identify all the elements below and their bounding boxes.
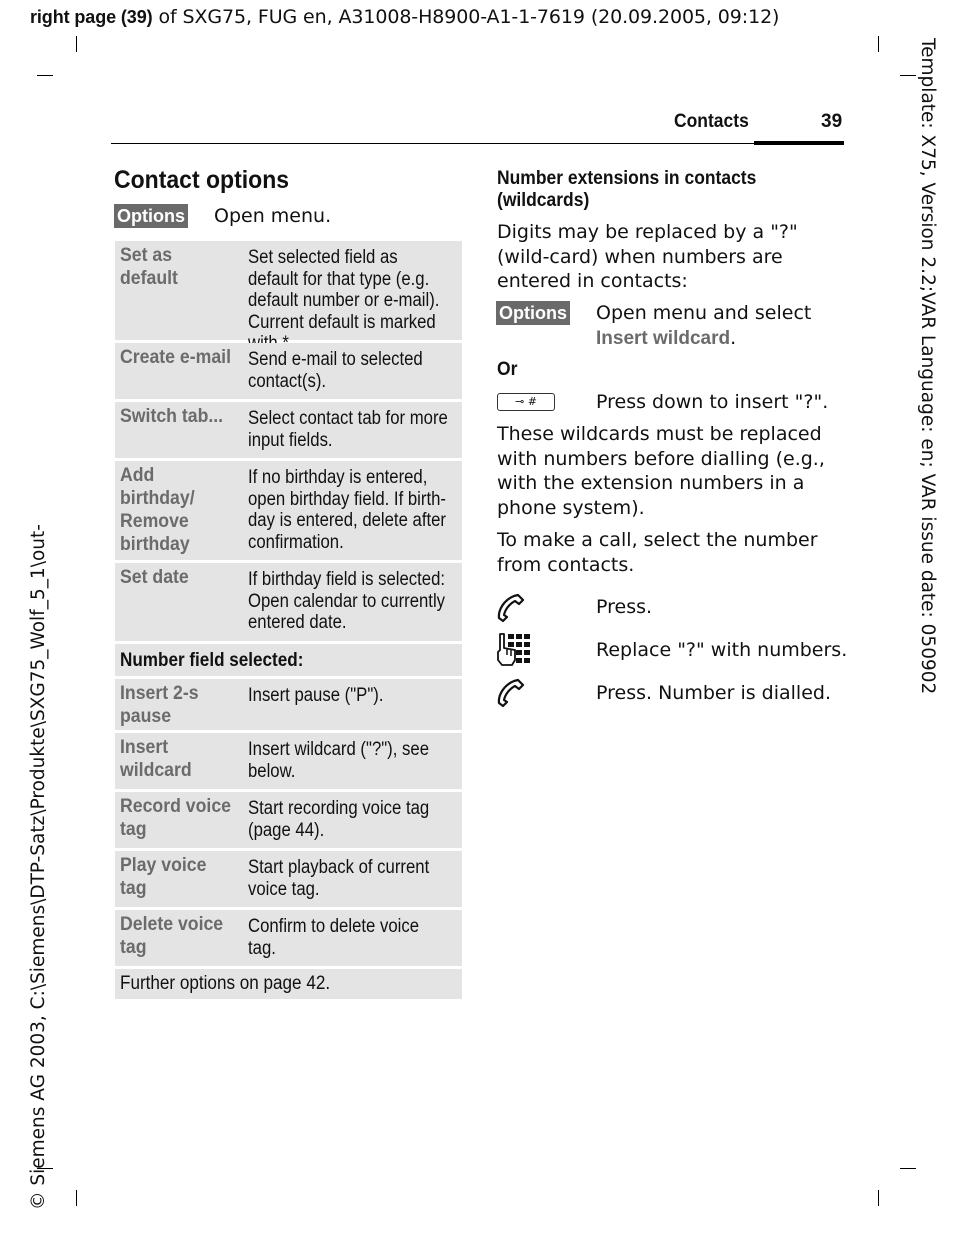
option-label: Set as default — [120, 245, 178, 289]
crop-mark — [878, 1190, 879, 1206]
phone-call-icon — [496, 592, 526, 626]
option-label: Switch tab... — [120, 406, 224, 427]
hash-key-icon: ⊸ # — [497, 393, 555, 411]
table-row — [115, 563, 462, 641]
table-subheading-row — [115, 644, 462, 676]
option-description: If birthday field is selected: Open calendar to currently entered date. — [248, 569, 446, 633]
step-text: Press. — [596, 596, 653, 618]
table-footer-row — [115, 969, 462, 999]
option-label: Set date — [120, 567, 189, 588]
table-row — [115, 679, 462, 730]
template-margin-note: Template: X75, Version 2.2;VAR Language: en; VAR issue date: 050902 — [917, 38, 938, 695]
option-label: Create e-mail — [120, 347, 231, 368]
option-description: Select contact tab for more input fields. — [248, 408, 448, 451]
hash-key-instruction: Press down to insert "?". — [596, 391, 829, 413]
table-row — [115, 910, 462, 966]
crop-mark — [900, 1168, 916, 1169]
option-description: Send e-mail to selected contact(s). — [248, 349, 423, 392]
option-description: If no birthday is entered, open birthday field. If birth-day is entered, delete after confirmation. — [248, 467, 446, 553]
step-text: Replace "?" with numbers. — [596, 639, 848, 661]
option-label: Insert 2-s pause — [120, 683, 199, 727]
options-instruction — [596, 301, 846, 351]
print-header-page: right page (39) — [30, 7, 153, 27]
option-description: Start playback of current voice tag. — [248, 857, 430, 900]
keypad-icon — [496, 632, 532, 670]
option-description: Insert wildcard ("?"), see below. — [248, 739, 429, 782]
table-row — [115, 733, 462, 789]
option-description: Insert pause ("P"). — [248, 685, 384, 706]
option-label: Play voice tag — [120, 855, 207, 899]
running-title: Contacts — [674, 111, 749, 132]
options-description: Open menu. — [214, 205, 332, 227]
header-rule-accent — [754, 141, 844, 145]
crop-mark — [37, 75, 53, 76]
print-header-info: of SXG75, FUG en, A31008-H8900-A1-1-7619 (20.09.2005, 09:12) — [152, 6, 780, 28]
phone-call-icon — [496, 677, 526, 711]
further-options-note: Further options on page 42. — [120, 973, 331, 994]
copyright-margin-note: © Siemens AG 2003, C:\Siemens\DTP-Satz\Produkte\SXG75_Wolf_5_1\out- — [28, 524, 49, 1210]
table-row — [115, 461, 462, 560]
options-instruction-text: Open menu and select — [596, 302, 812, 324]
option-description: Start recording voice tag (page 44). — [248, 798, 430, 841]
section-title: Contact options — [114, 166, 290, 194]
crop-mark — [76, 36, 77, 52]
insert-wildcard-menu-ref: Insert wildcard — [596, 327, 731, 349]
table-row — [115, 343, 462, 399]
wildcards-heading: Number extensions in contacts (wildcards) — [497, 168, 757, 211]
or-label: Or — [497, 359, 518, 380]
option-description: Set selected field as default for that type (e.g. default number or e-mail). Current default is marked — [248, 247, 440, 333]
table-row — [115, 402, 462, 458]
options-softkey: Options — [496, 301, 570, 325]
table-row — [115, 792, 462, 848]
make-call-paragraph: To make a call, select the number from contacts. — [497, 529, 818, 576]
table-subheading: Number field selected: — [120, 650, 304, 671]
option-description: Confirm to delete voice tag. — [248, 916, 420, 959]
wildcards-intro: Digits may be replaced by a "?" (wild-card) when numbers are entered in contacts: — [497, 221, 798, 292]
wildcards-paragraph: These wildcards must be replaced with numbers before dialling (e.g., with the extension numbers in a phone system). — [497, 423, 825, 519]
crop-mark — [900, 75, 916, 76]
crop-mark — [76, 1190, 77, 1206]
options-softkey: Options — [114, 204, 188, 228]
step-text: Press. Number is dialled. — [596, 682, 831, 704]
table-row — [115, 851, 462, 907]
print-header — [30, 6, 779, 28]
option-label: Add birthday/ Remove birthday — [120, 465, 195, 555]
options-table — [115, 241, 462, 1002]
header-rule — [111, 143, 754, 144]
table-row — [115, 241, 462, 340]
options-instruction-end: . — [730, 326, 737, 349]
option-label: Delete voice tag — [120, 914, 224, 958]
option-label: Record voice tag — [120, 796, 231, 840]
option-label: Insert wildcard — [120, 737, 192, 781]
crop-mark — [878, 36, 879, 52]
page-number: 39 — [821, 111, 843, 132]
